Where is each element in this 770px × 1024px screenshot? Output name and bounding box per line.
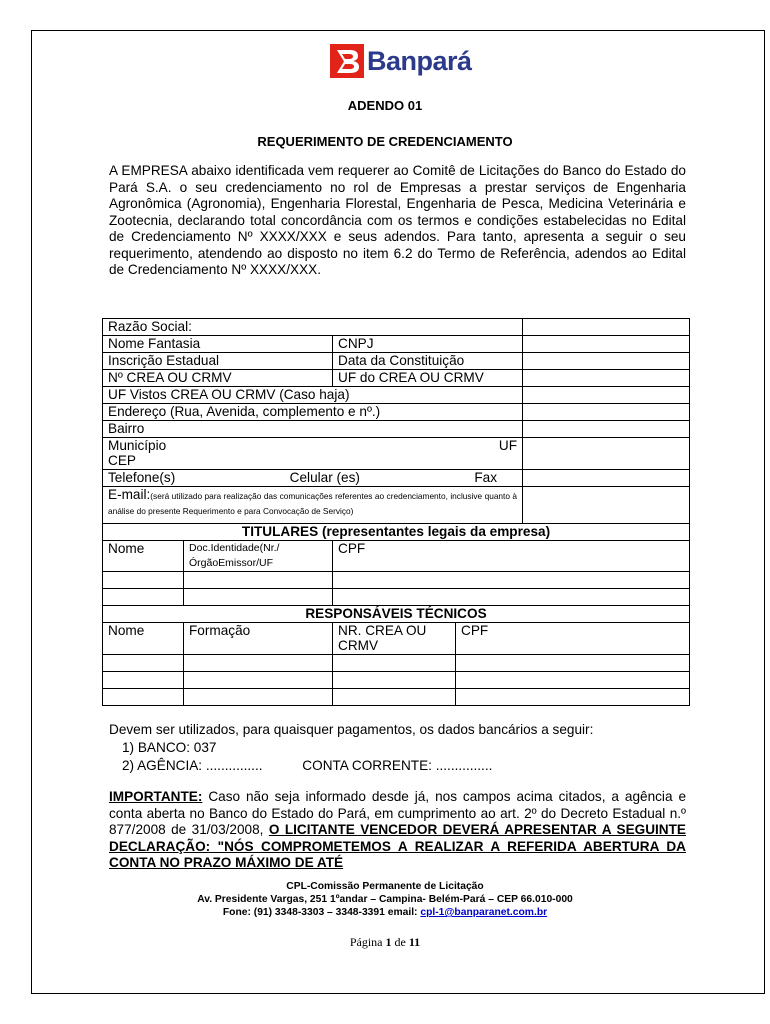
crea-crmv-label: Nº CREA OU CRMV <box>103 370 333 387</box>
uf-crea-field[interactable] <box>523 370 690 387</box>
razao-social-field[interactable] <box>523 319 690 336</box>
razao-social-label: Razão Social: <box>103 319 523 336</box>
resp-row <box>103 689 690 706</box>
nome-fantasia-label: Nome Fantasia <box>103 336 333 353</box>
email-label: E-mail: <box>108 487 151 502</box>
brand-name: Banpará <box>367 46 472 76</box>
resp-cpf-cell[interactable] <box>456 672 690 689</box>
resp-crea-cell[interactable] <box>333 655 456 672</box>
uf-vistos-label: UF Vistos CREA OU CRMV (Caso haja) <box>103 387 523 404</box>
document-subtitle: REQUERIMENTO DE CREDENCIAMENTO <box>257 134 513 149</box>
resp-row <box>103 672 690 689</box>
telefone-label: Telefone(s) <box>108 470 176 485</box>
important-label: IMPORTANTE: <box>109 789 203 804</box>
fax-label: Fax <box>474 470 498 485</box>
titular-cpf-cell[interactable] <box>333 572 690 589</box>
endereco-field[interactable] <box>523 404 690 421</box>
footer-line1: CPL-Comissão Permanente de Licitação <box>286 881 484 892</box>
titular-cpf-header: CPF <box>333 541 690 572</box>
resp-nome-cell[interactable] <box>103 689 184 706</box>
celular-label: Celular (es) <box>289 470 360 485</box>
important-paragraph <box>109 789 686 872</box>
banpara-logo-icon <box>330 44 364 78</box>
data-constituicao-field[interactable] <box>523 353 690 370</box>
resp-crea-header: NR. CREA OU CRMV <box>333 623 456 655</box>
municipio-field[interactable] <box>523 438 690 470</box>
footer <box>0 880 770 919</box>
page-of: de <box>394 935 406 949</box>
resp-cpf-cell[interactable] <box>456 655 690 672</box>
banpara-logo <box>330 44 472 78</box>
telefone-cell <box>103 470 523 487</box>
cep-label: CEP <box>108 453 136 468</box>
uf-crea-label: UF do CREA OU CRMV <box>333 370 523 387</box>
footer-line2: Av. Presidente Vargas, 251 1ºandar – Campina- Belém-Pará – CEP 66.010-000 <box>197 894 573 905</box>
data-constituicao-label: Data da Constituição <box>333 353 523 370</box>
resp-nome-header: Nome <box>103 623 184 655</box>
resp-formacao-header: Formação <box>184 623 333 655</box>
page-number <box>0 935 770 950</box>
resp-crea-cell[interactable] <box>333 672 456 689</box>
municipio-label: Município <box>108 438 167 453</box>
titulares-heading: TITULARES (representantes legais da empresa) <box>103 524 690 541</box>
footer-phone: Fone: (91) 3348-3303 – 3348-3391 email: <box>222 907 421 918</box>
titular-doc-cell[interactable] <box>184 589 333 606</box>
payment-intro: Devem ser utilizados, para quaisquer pagamentos, os dados bancários a seguir: <box>109 722 594 737</box>
intro-paragraph: A EMPRESA abaixo identificada vem requerer ao Comitê de Licitações do Banco do Estado do Pará S.A. o seu credenciamento no rol de Empresas a prestar serviços de Engenharia Agronômica (Agronomia), Engenharia Florestal, Engenharia de Pesca, Medicina Veterinária e Zootecnia, declarando total concordância com os termos e condições estabelecidas no Edital de Credenciamento Nº XXXX/XXX e seus adendos. Para tanto, apresenta a seguir o seu requerimento, atendendo ao disposto no item 6.2 do Termo de Referência, adendos ao Edital de Credenciamento Nº XXXX/XXX. <box>109 163 686 277</box>
resp-cpf-header: CPF <box>456 623 690 655</box>
municipio-cep-cell <box>103 438 523 470</box>
payment-bank: 1) BANCO: 037 <box>122 740 217 755</box>
titular-doc-header: Doc.Identidade(Nr./ÓrgãoEmissor/UF <box>184 541 333 572</box>
payment-agency: 2) AGÊNCIA: ............... <box>122 758 263 773</box>
titular-row <box>103 572 690 589</box>
titular-cpf-cell[interactable] <box>333 589 690 606</box>
uf-vistos-field[interactable] <box>523 387 690 404</box>
page-label: Página <box>349 935 383 949</box>
resp-row <box>103 655 690 672</box>
resp-formacao-cell[interactable] <box>184 689 333 706</box>
important-declaration: O LICITANTE VENCEDOR DEVERÁ APRESENTAR A SEGUINTE DECLARAÇÃO: "NÓS COMPROMETEMOS A REALIZAR A REFERIDA ABERTURA DA CONTA NO PRAZO MÁXIMO DE ATÉ <box>109 822 686 870</box>
email-note: (será utilizado para realização das comunicações referentes ao credenciamento, inclusive quanto à análise do presente Requerimento e para Convocação de Serviço) <box>108 491 518 516</box>
cnpj-field[interactable] <box>523 336 690 353</box>
resp-nome-cell[interactable] <box>103 672 184 689</box>
titular-nome-header: Nome <box>103 541 184 572</box>
telefone-field[interactable] <box>523 470 690 487</box>
resp-formacao-cell[interactable] <box>184 655 333 672</box>
resp-nome-cell[interactable] <box>103 655 184 672</box>
page-current: 1 <box>385 935 392 949</box>
email-field[interactable] <box>523 487 690 524</box>
responsaveis-heading: RESPONSÁVEIS TÉCNICOS <box>103 606 690 623</box>
resp-cpf-cell[interactable] <box>456 689 690 706</box>
bairro-field[interactable] <box>523 421 690 438</box>
titular-row <box>103 589 690 606</box>
page-total: 11 <box>408 935 421 949</box>
payment-section <box>109 721 593 775</box>
registration-form <box>102 318 690 706</box>
footer-line3 <box>0 906 770 919</box>
email-cell <box>103 487 523 524</box>
bairro-label: Bairro <box>103 421 523 438</box>
cnpj-label: CNPJ <box>333 336 523 353</box>
titular-doc-cell[interactable] <box>184 572 333 589</box>
titular-nome-cell[interactable] <box>103 589 184 606</box>
titular-nome-cell[interactable] <box>103 572 184 589</box>
inscricao-estadual-label: Inscrição Estadual <box>103 353 333 370</box>
payment-account: CONTA CORRENTE: ............... <box>302 758 493 773</box>
uf-label: UF <box>498 438 518 453</box>
resp-formacao-cell[interactable] <box>184 672 333 689</box>
resp-crea-cell[interactable] <box>333 689 456 706</box>
important-text: Caso não seja informado desde já, nos campos acima citados, a agência e conta aberta no Banco do Estado do Pará, em cumprimento ao art. 2º do Decreto Estadual n.º 877/2008 de 31/03/2008, <box>109 789 686 837</box>
endereco-label: Endereço (Rua, Avenida, complemento e nº.) <box>103 404 523 421</box>
document-title: ADENDO 01 <box>347 98 423 113</box>
footer-email-link[interactable]: cpl-1@banparanet.com.br <box>420 907 548 918</box>
payment-agency-row <box>109 757 593 775</box>
